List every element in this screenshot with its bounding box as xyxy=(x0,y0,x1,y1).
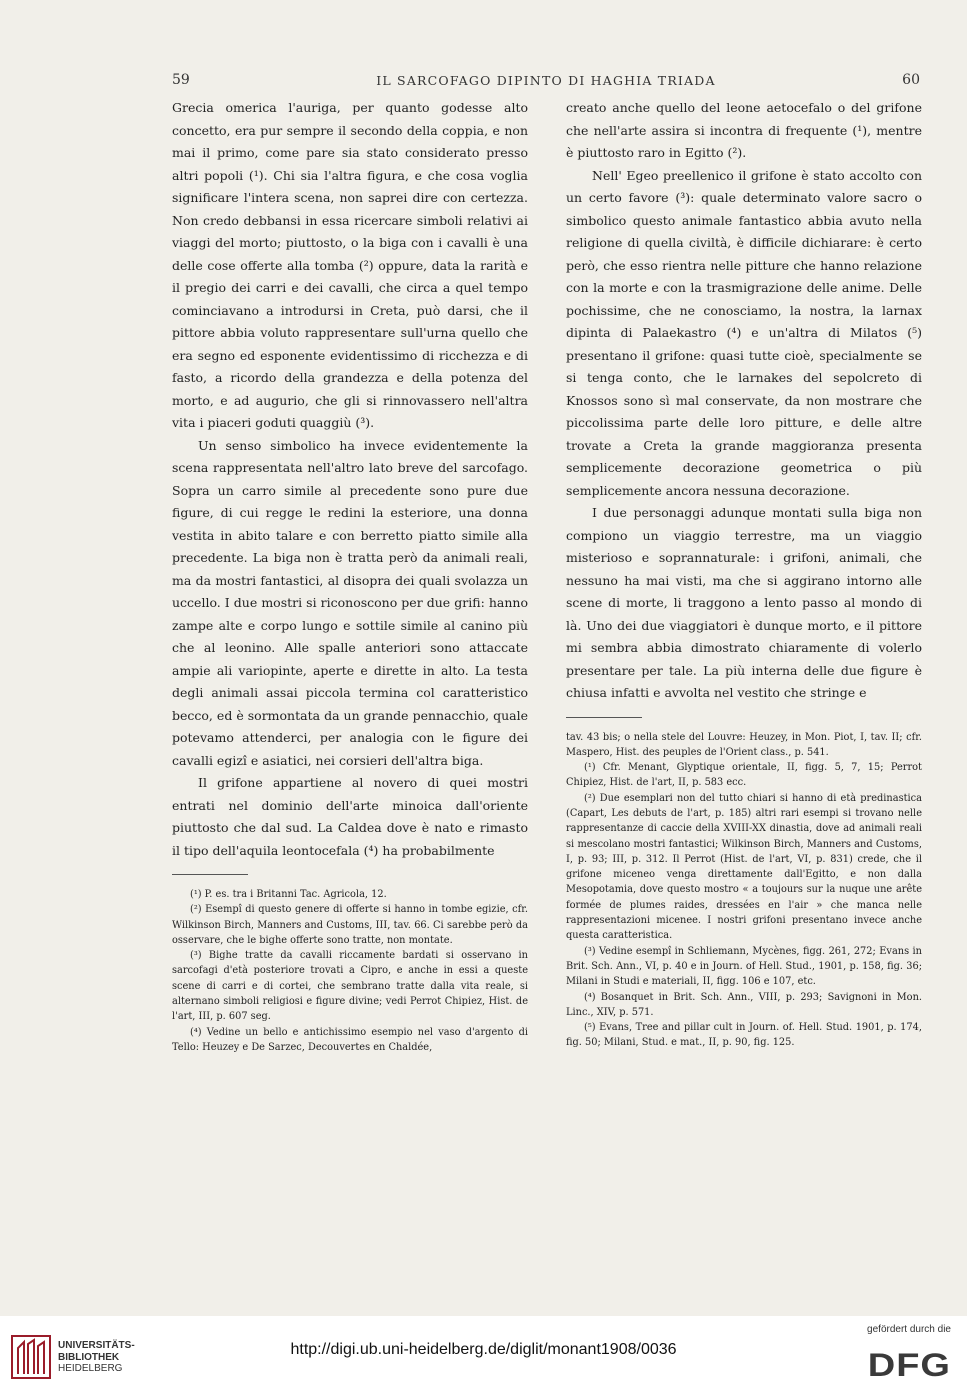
footnote: (⁵) Evans, Tree and pillar cult in Journ. of. Hell. Stud. 1901, p. 174, fig. 50; Milani, Stud. e mat., II, p. 90, fig. 125. xyxy=(566,1022,922,1049)
institution-line: HEIDELBERG xyxy=(58,1363,123,1374)
page-number-left: 59 xyxy=(172,72,190,88)
library-footer xyxy=(0,1316,967,1395)
footnote: (³) Vedine esempî in Schliemann, Mycènes, figg. 261, 272; Evans in Brit. Sch. Ann., VI, p. 40 e in Journ. of Hell. Stud., 1901, p. 158, fig. 36; Milani in Studi e materiali, II, figg. 106 e 107, etc. xyxy=(566,945,922,988)
body-paragraph: Un senso simbolico ha invece evidentemente la scena rappresentata nell'altro lato breve del sarcofago. Sopra un carro simile al precedente sono pure due figure, di cui regge le redini la esteriore, una donna vestita in abito talare e con berretto piatto simile alla precedente. La biga non è tratta però da animali reali, ma da mostri fantastici, al disopra dei quali svolazza un uccello. I due mostri si riconoscono per due grifi: hanno zampe alte e corpo lungo e sottile simile al canino più che al leonino. Alle spalle anteriori sono attaccate ampie ali variopinte, aperte e dirette in alto. La testa degli animali assai piccola termina col caratteristico becco, ed è sormontata da un grande pennacchio, quale potevamo attenderci, per analogia con le figure dei cavalli egizî e asiatici, nei corsieri dell'altra biga. xyxy=(172,437,528,768)
body-paragraph: Grecia omerica l'auriga, per quanto godesse alto concetto, era pur sempre il secondo della coppia, e non mai il primo, come pare sia stato considerato presso altri popoli (¹). Chi sia l'altra figura, e che cosa voglia significare l'intera scena, non saprei dire con certezza. Non credo debbansi in essa ricercare simboli relativi ai viaggi del morto; piuttosto, o la biga con i cavalli è una delle cose offerte alla tomba (²) oppure, data la rarità e il pregio dei carri e dei cavalli, che circa a quel tempo cominciavano a introdursi in Creta, può darsi, che il pittore abbia voluto rappresentare sull'urna quello che era segno ed esponente evidentissimo di ricchezza e di fasto, a ricordo della grandezza e della potenza del morto, e ad augurio, che gli si rinnovassero nell'altra vita i piaceri goduti quaggiù (³). xyxy=(172,100,528,430)
footnote-rule xyxy=(566,717,642,718)
running-title: IL SARCOFAGO DIPINTO DI HAGHIA TRIADA xyxy=(376,73,716,88)
footnote: (²) Esempî di questo genere di offerte si hanno in tombe egizie, cfr. Wilkinson Birch, Manners and Customs, III, tav. 66. Ci sarebbe però da osservare, che le bighe offerte sono tratte, non montate. xyxy=(172,904,528,946)
footnote: (³) Bighe tratte da cavalli riccamente bardati si osservano in sarcofagi d'età posteriore trovati a Cipro, e anche in essi a queste scene di carri e di cortei, che sembrano tratte dalla vita reale, si alternano simboli religiosi e figure divine; vedi Perrot Chipiez, Hist. de l'art, III, p. 607 seg. xyxy=(172,950,528,1023)
sponsor-text: gefördert durch die xyxy=(867,1324,951,1335)
left-footnotes xyxy=(172,887,528,1055)
footnote: (¹) P. es. tra i Britanni Tac. Agricola, 12. xyxy=(190,889,387,900)
left-column xyxy=(172,97,528,1055)
footnote-rule xyxy=(172,874,248,875)
footnote: (⁴) Vedine un bello e antichissimo esempio nel vaso d'argento di Tello: Heuzey e De Sarzec, Decouvertes en Chaldée, xyxy=(172,1026,528,1053)
body-paragraph: I due personaggi adunque montati sulla biga non compiono un viaggio terrestre, ma un viaggio misterioso e soprannaturale: i grifoni, animali, che nessuno ha mai visti, ma che si aggirano intorno alle scene di morte, li traggono a lento passo al mondo di là. Uno dei due viaggiatori è dunque morto, e il pittore mi sembra abbia dimostrato chiaramente di volerlo presentare per tale. La più interna delle due figure è chiusa infatti e avvolta nel vestito che stringe e xyxy=(566,505,922,700)
footnote: (¹) Cfr. Menant, Glyptique orientale, II, figg. 5, 7, 15; Perrot Chipiez, Hist. de l'art, II, p. 583 ecc. xyxy=(566,762,922,789)
page-number-right: 60 xyxy=(902,72,920,88)
institution-line: BIBLIOTHEK xyxy=(58,1351,120,1363)
permalink-url[interactable]: http://digi.ub.uni-heidelberg.de/diglit/monant1908/0036 xyxy=(290,1341,677,1358)
body-paragraph: creato anche quello del leone aetocefalo o del grifone che nell'arte assira si incontra di frequente (¹), mentre è piuttosto raro in Egitto (²). xyxy=(566,100,922,160)
dfg-logo: DFG xyxy=(867,1348,951,1384)
right-body-text xyxy=(566,97,922,705)
footnote: (⁴) Bosanquet in Brit. Sch. Ann., VIII, p. 293; Savignoni in Mon. Linc., XIV, p. 571. xyxy=(566,991,922,1018)
running-head xyxy=(172,72,920,94)
footnote: (²) Due esemplari non del tutto chiari si hanno di età predinastica (Capart, Les debuts de l'art, p. 185) altri rari esempi si trovano nelle rappresentanze di caccie della XVIII-XX dinastia, dove ad animali reali si mescolano mostri fantastici; Wilkinson Birch, Manners and Customs, I, p. 93; III, p. 312. Il Perrot (Hist. de l'art, VI, p. 831) crede, che il grifone miceneo venga direttamente dall'Egitto, e non dalla Mesopotamia, dove questo mostro « a toujours sur la nuque une arête formée de plumes raides, dressées en l'air » che manca nelle rappresentazioni micenee. I nostri grifoni presentano invece anche questa caratteristica. xyxy=(566,792,922,942)
right-footnotes xyxy=(566,730,922,1051)
right-column xyxy=(566,97,922,1051)
body-paragraph: Nell' Egeo preellenico il grifone è stato accolto con un certo favore (³): quale determinato valore sacro o simbolico questo animale fantastico abbia avuto nella religione di quella civiltà, è difficile dichiarare: è certo però, che esso rientra nelle pitture che hanno relazione con la morte e con la trasmigrazione delle anime. Delle pochissime, che ne conosciamo, la nostra, la larnax dipinta di Palaekastro (⁴) e un'altra di Milatos (⁵) presentano il grifone: quasi tutte cioè, specialmente se si tenga conto, che le larnakes del sepolcreto di Knossos sono sì mal conservate, da non mostrare che piccolissima parte delle loro pitture, e delle altre trovate a Creta la grande maggioranza presenta semplicemente decorazione geometrica o più semplicemente ancora nessuna decorazione. xyxy=(566,167,922,498)
left-body-text xyxy=(172,97,528,862)
institution-line: UNIVERSITÄTS- xyxy=(58,1340,135,1351)
body-paragraph: Il grifone appartiene al novero di quei mostri entrati nel dominio dell'arte minoica dall'oriente piuttosto che dal sud. La Caldea dove è nato e rimasto il tipo dell'aquila leontocefala (⁴) ha probabilmente xyxy=(172,775,528,858)
footnote: tav. 43 bis; o nella stele del Louvre: Heuzey, in Mon. Piot, I, tav. II; cfr. Maspero, Hist. des peuples de l'Orient class., p. 541. xyxy=(566,731,922,758)
